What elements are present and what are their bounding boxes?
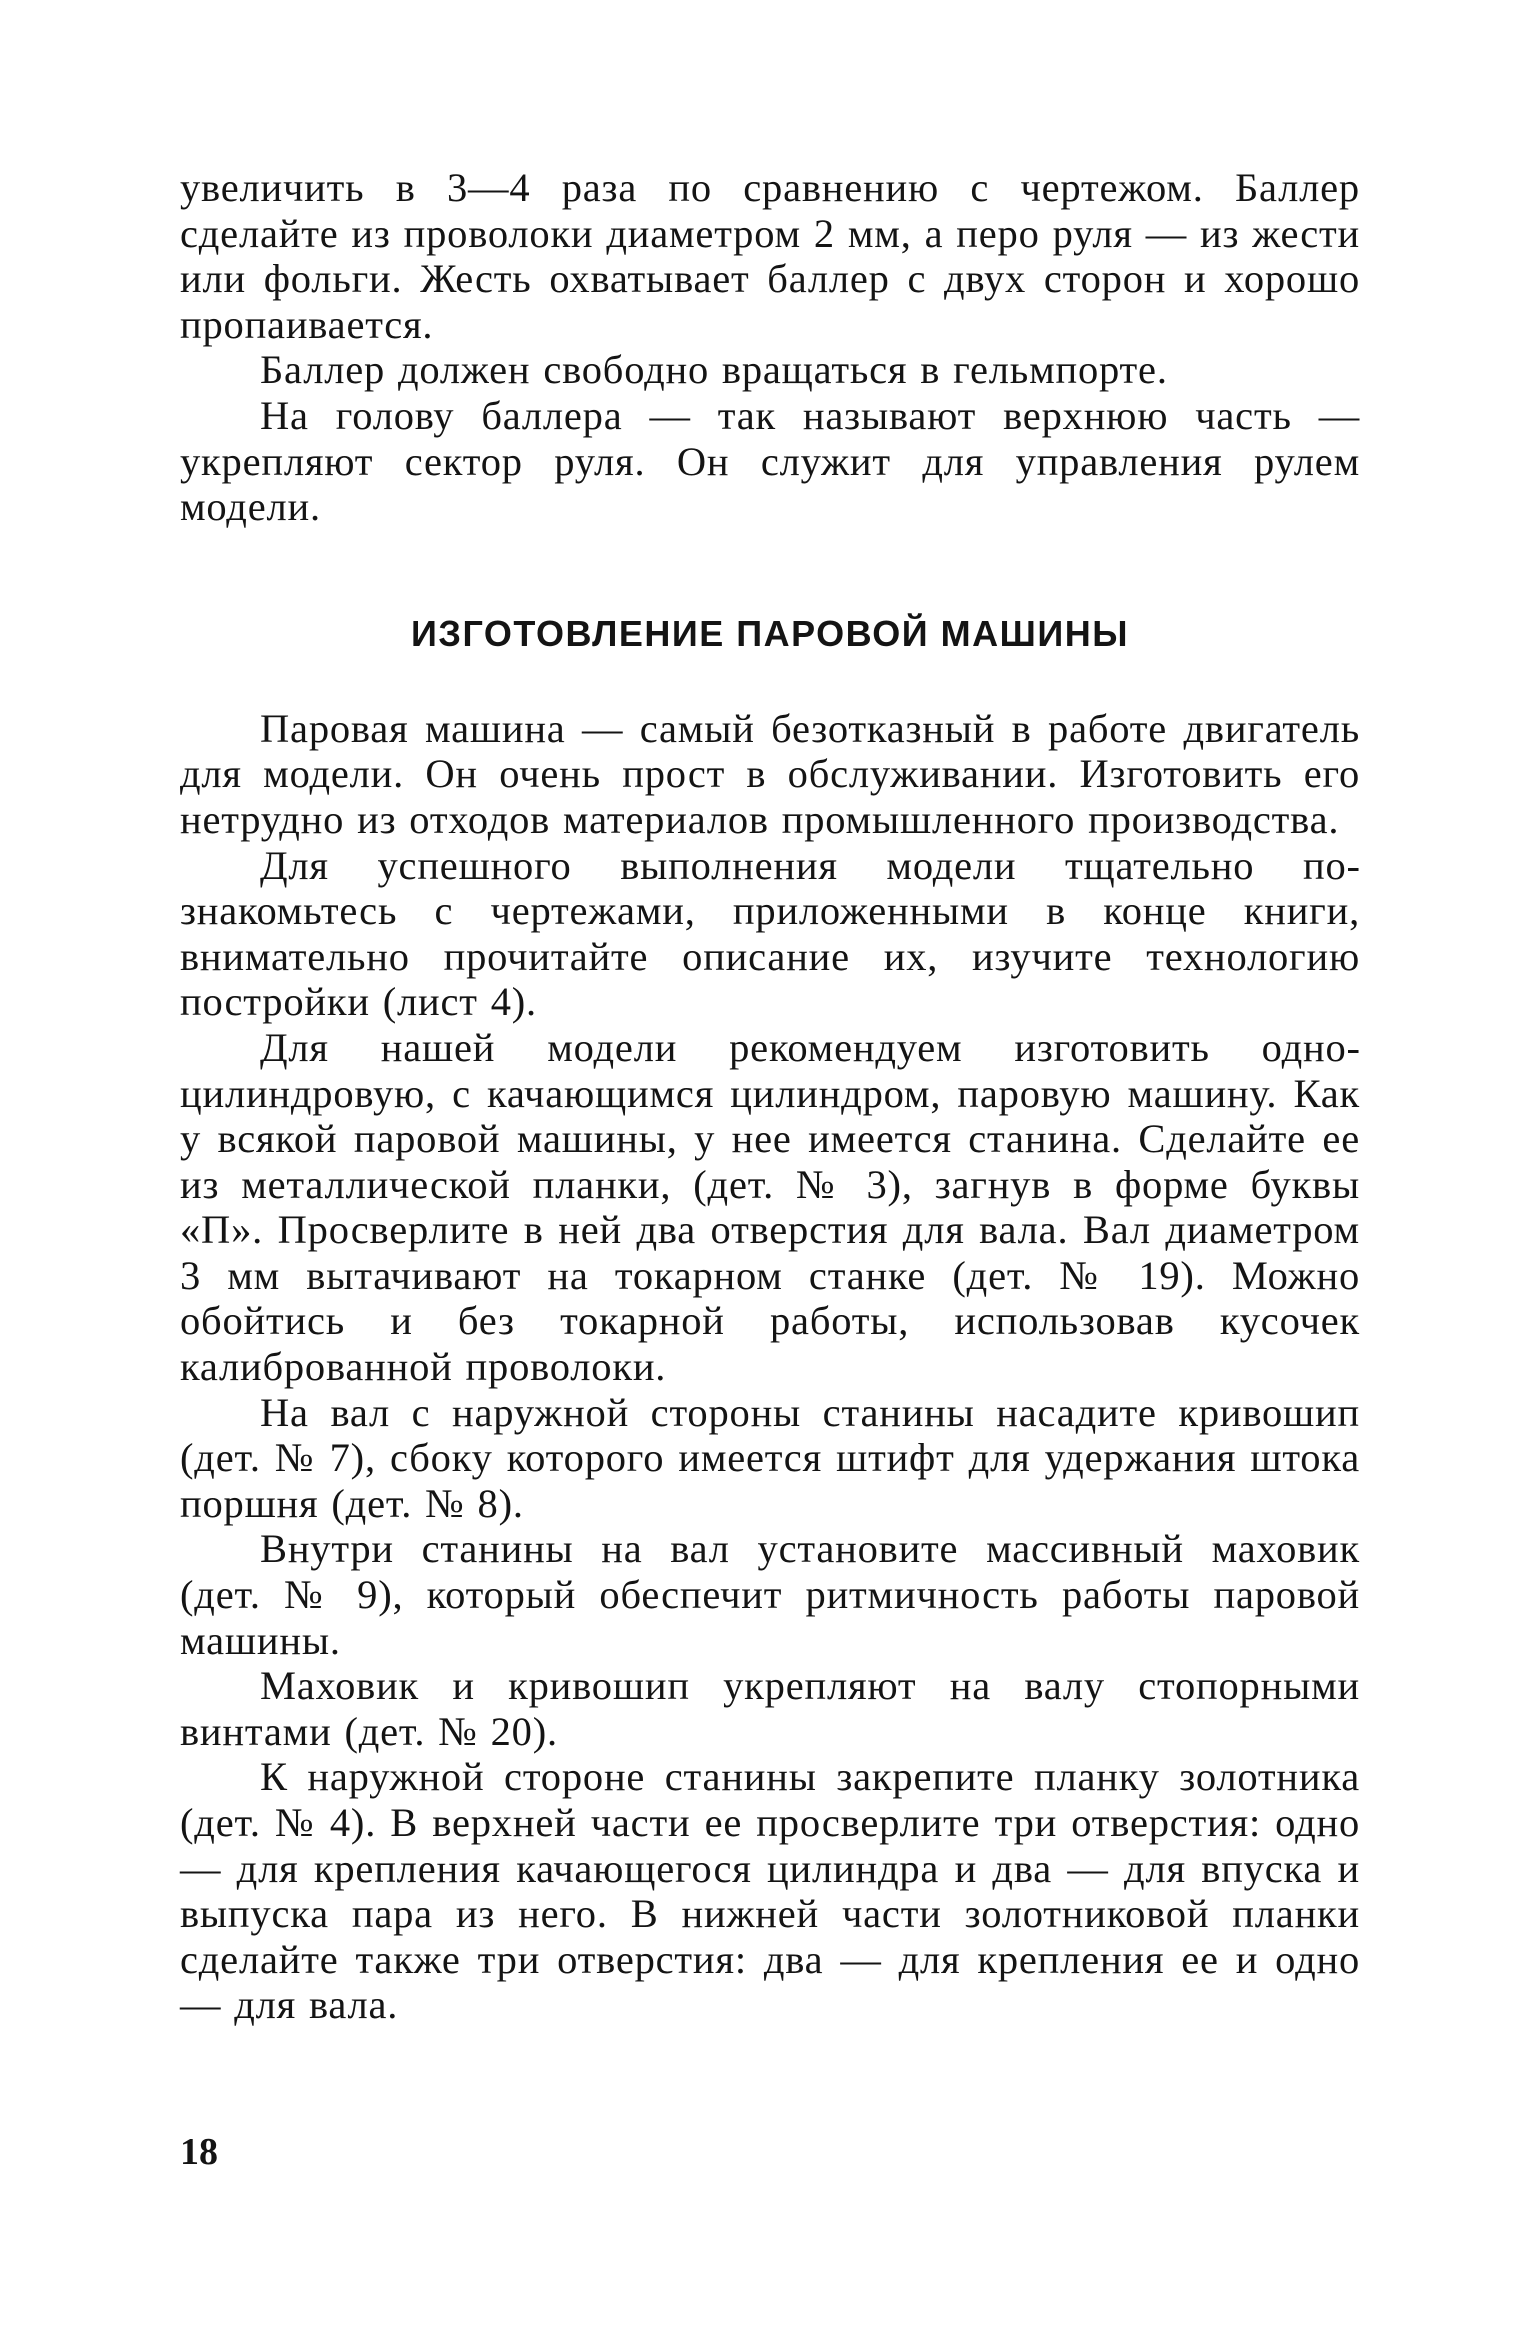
paragraph-intro-1: увеличить в 3—4 раза по сравнению с чертежом. Баллер сделайте из проволоки диаметром 2 мм, а перо руля — из жести или фольги. Жесть охватывает баллер с двух сторон и хорошо пропаивается. [180, 165, 1360, 347]
section-heading: ИЗГОТОВЛЕНИЕ ПАРОВОЙ МАШИНЫ [411, 612, 1129, 654]
paragraph-intro-3: На голову баллера — так называют верхнюю часть — укрепляют сектор руля. Он служит для управления рулем модели. [180, 392, 1360, 530]
paragraph-section-2: Для успешного выполнения модели тщательно познакомьтесь с чертежами, приложенными в конце книги, внимательно прочитайте описание их, изучите технологию постройки (лист 4). [180, 842, 1360, 1025]
paragraph-section-1: Паровая машина — самый безотказный в работе двигатель для модели. Он очень прост в обслуживании. Изготовить его нетрудно из отходов материалов промышленного производства. [180, 705, 1360, 842]
paragraph-section-7: К наружной стороне станины закрепите планку золотника (дет. № 4). В верхней части ее просверлите три отверстия: одно — для крепления качающегося цилиндра и два — для впуска и выпуска пара из него. В нижней части золотниковой планки сделайте также три отверстия: два — для крепления ее и одно — для вала. [180, 1754, 1360, 2028]
paragraph-section-5: Внутри станины на вал установите массивный маховик (дет. № 9), который обеспечит ритмичность работы паровой машины. [180, 1526, 1360, 1663]
paragraph-section-6: Маховик и кривошип укрепляют на валу стопорными винтами (дет. № 20). [180, 1663, 1360, 1754]
paragraph-intro-2: Баллер должен свободно вращаться в гельмпорте. [260, 347, 1168, 393]
page-text-block [180, 165, 1360, 2028]
page-number: 18 [180, 2131, 218, 2173]
paragraph-section-4: На вал с наружной стороны станины насадите кривошип (дет. № 7), сбоку которого имеется штифт для удержания штока поршня (дет. № 8). [180, 1389, 1360, 1526]
paragraph-section-3: Для нашей модели рекомендуем изготовить одноцилиндровую, с качающимся цилиндром, паровую машину. Как у всякой паровой машины, у нее имеется станина. Сделайте ее из металлической планки, (дет. № 3), загнув в форме буквы «П». Просверлите в ней два отверстия для вала. Вал диаметром 3 мм вытачивают на токарном станке (дет. № 19). Можно обойтись и без токарной работы, использовав кусочек калиброванной проволоки. [180, 1024, 1360, 1390]
